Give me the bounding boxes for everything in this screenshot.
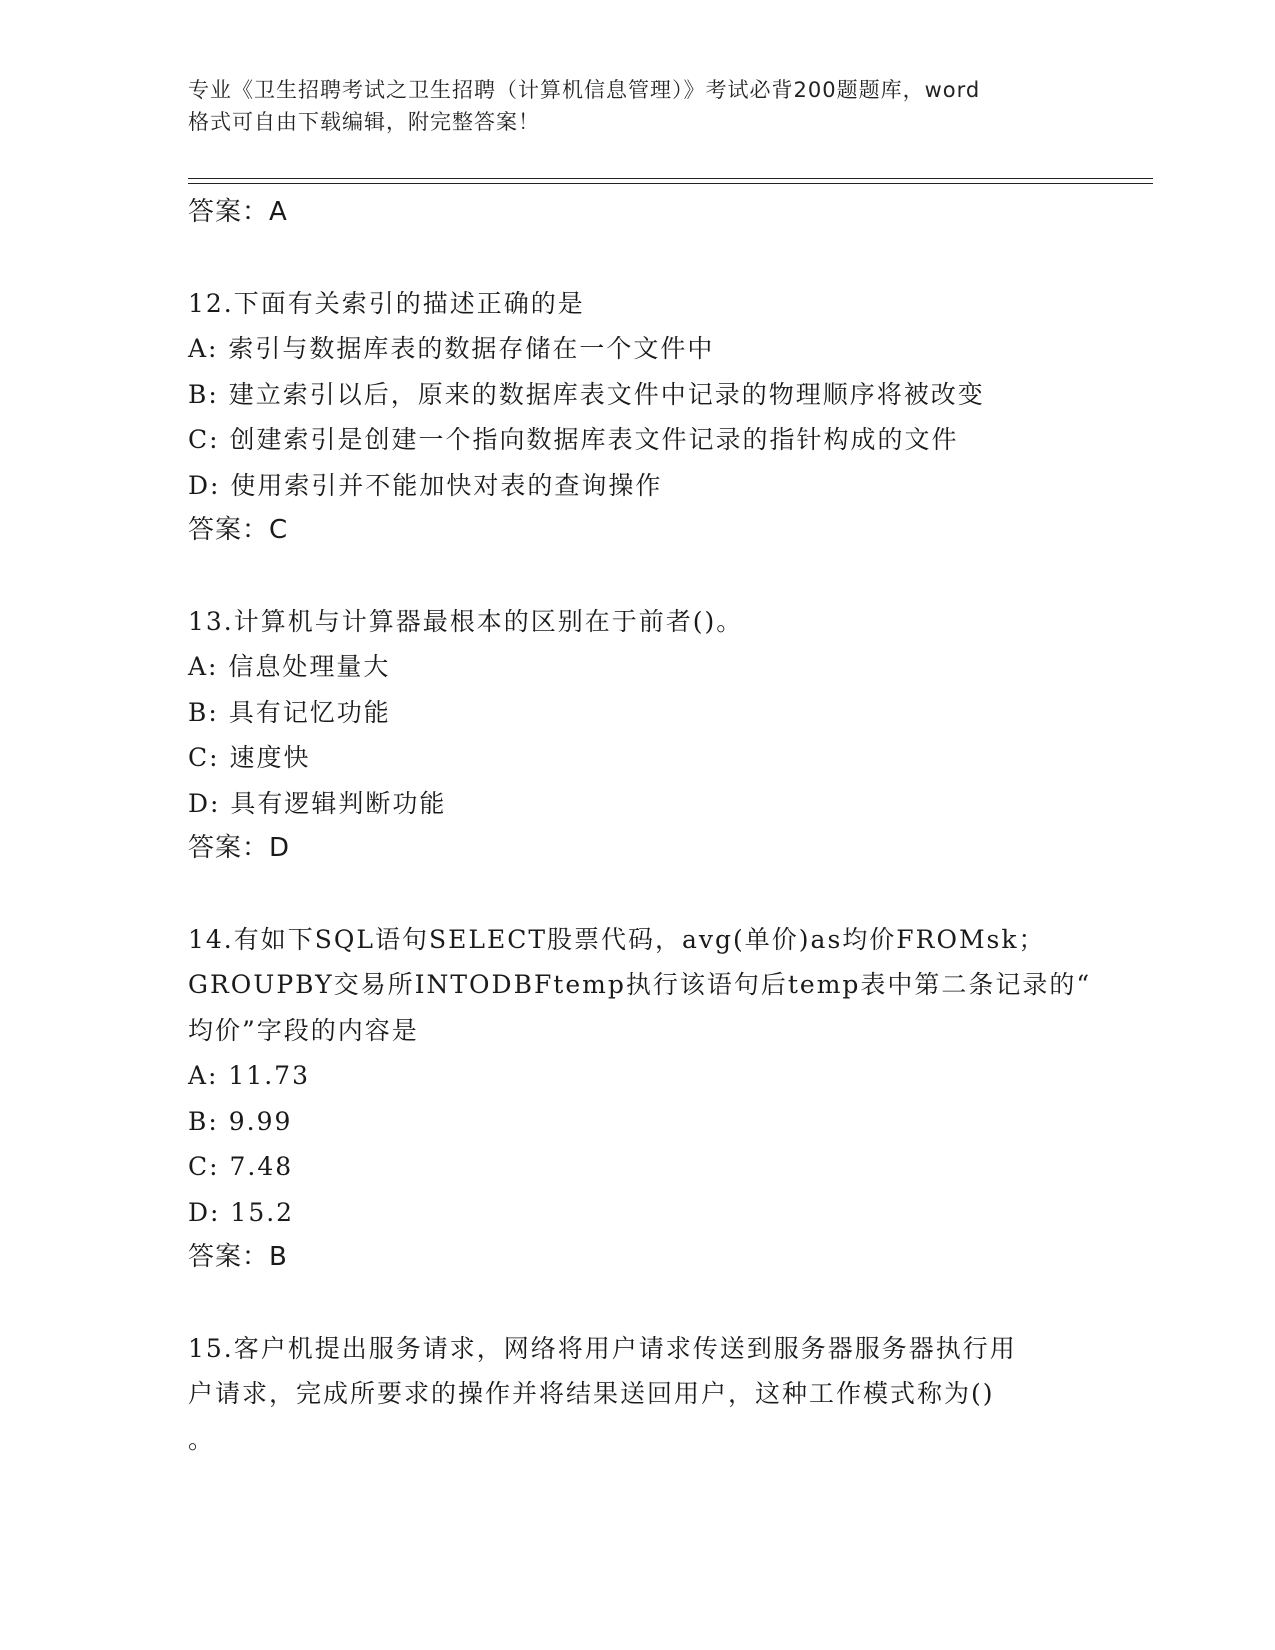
option-d: D: 使用索引并不能加快对表的查询操作 [188, 470, 663, 500]
document-body [188, 190, 1092, 1462]
answer: 答案：B [188, 1242, 288, 1272]
option-d: D: 具有逻辑判断功能 [188, 788, 447, 818]
question-15 [188, 1326, 1088, 1463]
question-text: 13.计算机与计算器最根本的区别在于前者()。 [188, 606, 744, 636]
spacer [188, 872, 1088, 917]
answer: 答案：D [188, 833, 291, 863]
header-divider-top [188, 178, 1153, 179]
question-text-line-3: 。 [188, 1424, 216, 1454]
option-b: B: 具有记忆功能 [188, 697, 391, 727]
document-header [188, 74, 1088, 138]
header-line-2: 格式可自由下载编辑，附完整答案！ [188, 110, 540, 134]
question-13 [188, 599, 1088, 872]
option-a: A: 索引与数据库表的数据存储在一个文件中 [188, 334, 715, 363]
spacer [188, 236, 1088, 281]
spacer [188, 1281, 1088, 1326]
spacer [188, 554, 1088, 599]
option-a: A: 11.73 [188, 1061, 310, 1090]
previous-answer: 答案：A [188, 197, 288, 227]
option-b: B: 9.99 [188, 1106, 293, 1136]
question-text-line-1: 15.客户机提出服务请求，网络将用户请求传送到服务器服务器执行用 [188, 1333, 1017, 1363]
answer: 答案：C [188, 515, 289, 545]
question-text-line-1: 14.有如下SQL语句SELECT股票代码，avg(单价)as均价FROMsk； [188, 924, 1046, 954]
option-c: C: 7.48 [188, 1152, 294, 1181]
header-line-1: 专业《卫生招聘考试之卫生招聘（计算机信息管理）》考试必背200题题库，word [188, 78, 981, 102]
question-text-line-3: 均价”字段的内容是 [188, 1015, 419, 1045]
question-14 [188, 917, 1092, 1281]
option-c: C: 速度快 [188, 743, 311, 772]
option-c: C: 创建索引是创建一个指向数据库表文件记录的指针构成的文件 [188, 425, 959, 454]
question-text: 12.下面有关索引的描述正确的是 [188, 288, 585, 318]
option-b: B: 建立索引以后，原来的数据库表文件中记录的物理顺序将被改变 [188, 379, 985, 409]
question-text-line-2: 户请求，完成所要求的操作并将结果送回用户，这种工作模式称为() [188, 1379, 995, 1408]
header-divider-bottom [188, 183, 1153, 184]
question-12 [188, 281, 1088, 554]
question-text-line-2: GROUPBY交易所INTODBFtemp执行该语句后temp表中第二条记录的“ [188, 970, 1092, 999]
option-a: A: 信息处理量大 [188, 652, 391, 681]
option-d: D: 15.2 [188, 1197, 295, 1227]
